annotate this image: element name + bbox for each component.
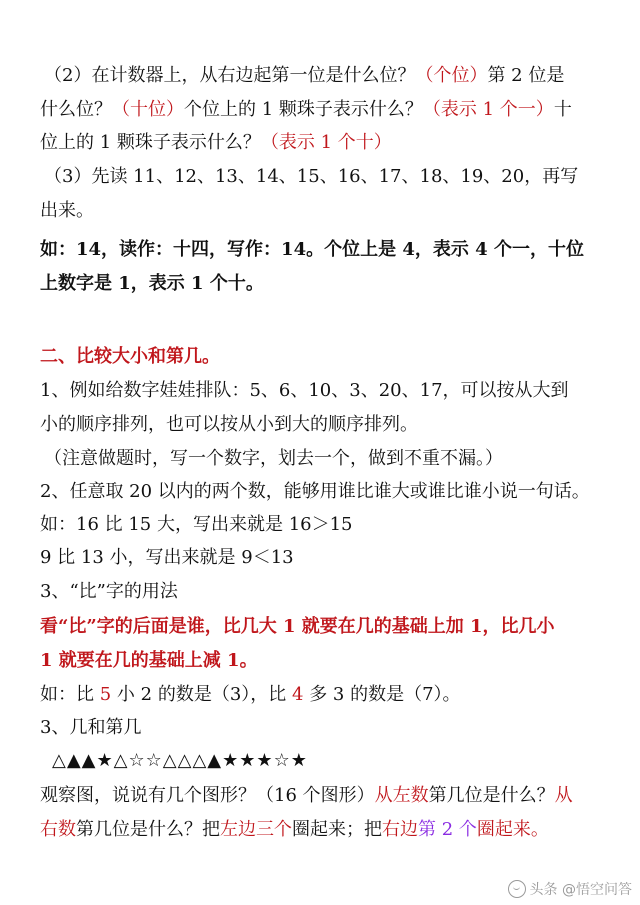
observe-line-1: 观察图，说说有几个图形？（16 个图形）从左数第几位是什么？从 (40, 785, 573, 806)
item3-line: 3、“比”字的用法 (40, 581, 178, 602)
bi-example-line: 如：比 5 小 2 的数是（3），比 4 多 3 的数是（7）。 (40, 684, 461, 705)
compare-example-2: 9 比 13 小，写出来就是 9＜13 (40, 547, 294, 568)
item3b-line: 3、几和第几 (40, 717, 142, 738)
note-line: （注意做题时，写一个数字，划去一个，做到不重不漏。） (44, 448, 503, 469)
rule-line-1: 看“比”字的后面是谁，比几大 1 就要在几的基础上加 1，比几小 (40, 616, 555, 637)
q3-line-2: 出来。 (40, 200, 94, 221)
example-line-2: 上数字是 1，表示 1 个十。 (40, 273, 264, 294)
shape-sequence: △▲▲★△☆☆△△△▲★★★☆★ (52, 750, 308, 771)
item1-line-2: 小的顺序排列，也可以按从小到大的顺序排列。 (40, 414, 418, 435)
q2-line-2: 什么位？（十位）个位上的 1 颗珠子表示什么？（表示 1 个一）十 (40, 99, 572, 120)
section-heading: 二、比较大小和第几。 (40, 346, 220, 367)
observe-line-2: 右数第几位是什么？把左边三个圈起来；把右边第 2 个圈起来。 (40, 819, 549, 840)
q2-line-1: （2）在计数器上，从右边起第一位是什么位？（个位）第 2 位是 (44, 65, 565, 86)
watermark (508, 879, 632, 899)
watermark-text: 头条 @悟空问答 (529, 882, 632, 898)
compare-example-1: 如：16 比 15 大，写出来就是 16＞15 (40, 514, 353, 535)
item2-line: 2、任意取 20 以内的两个数，能够用谁比谁大或谁比谁小说一句话。 (40, 481, 590, 502)
q2-line-3: 位上的 1 颗珠子表示什么？（表示 1 个十） (40, 132, 392, 153)
example-line-1: 如：14，读作：十四，写作：14。个位上是 4，表示 4 个一，十位 (40, 239, 584, 260)
q3-line-1: （3）先读 11、12、13、14、15、16、17、18、19、20，再写 (44, 166, 579, 187)
item1-line-1: 1、例如给数字娃娃排队：5、6、10、3、20、17，可以按从大到 (40, 380, 569, 401)
rule-line-2: 1 就要在几的基础上减 1。 (40, 650, 258, 671)
watermark-logo-icon (508, 880, 526, 898)
